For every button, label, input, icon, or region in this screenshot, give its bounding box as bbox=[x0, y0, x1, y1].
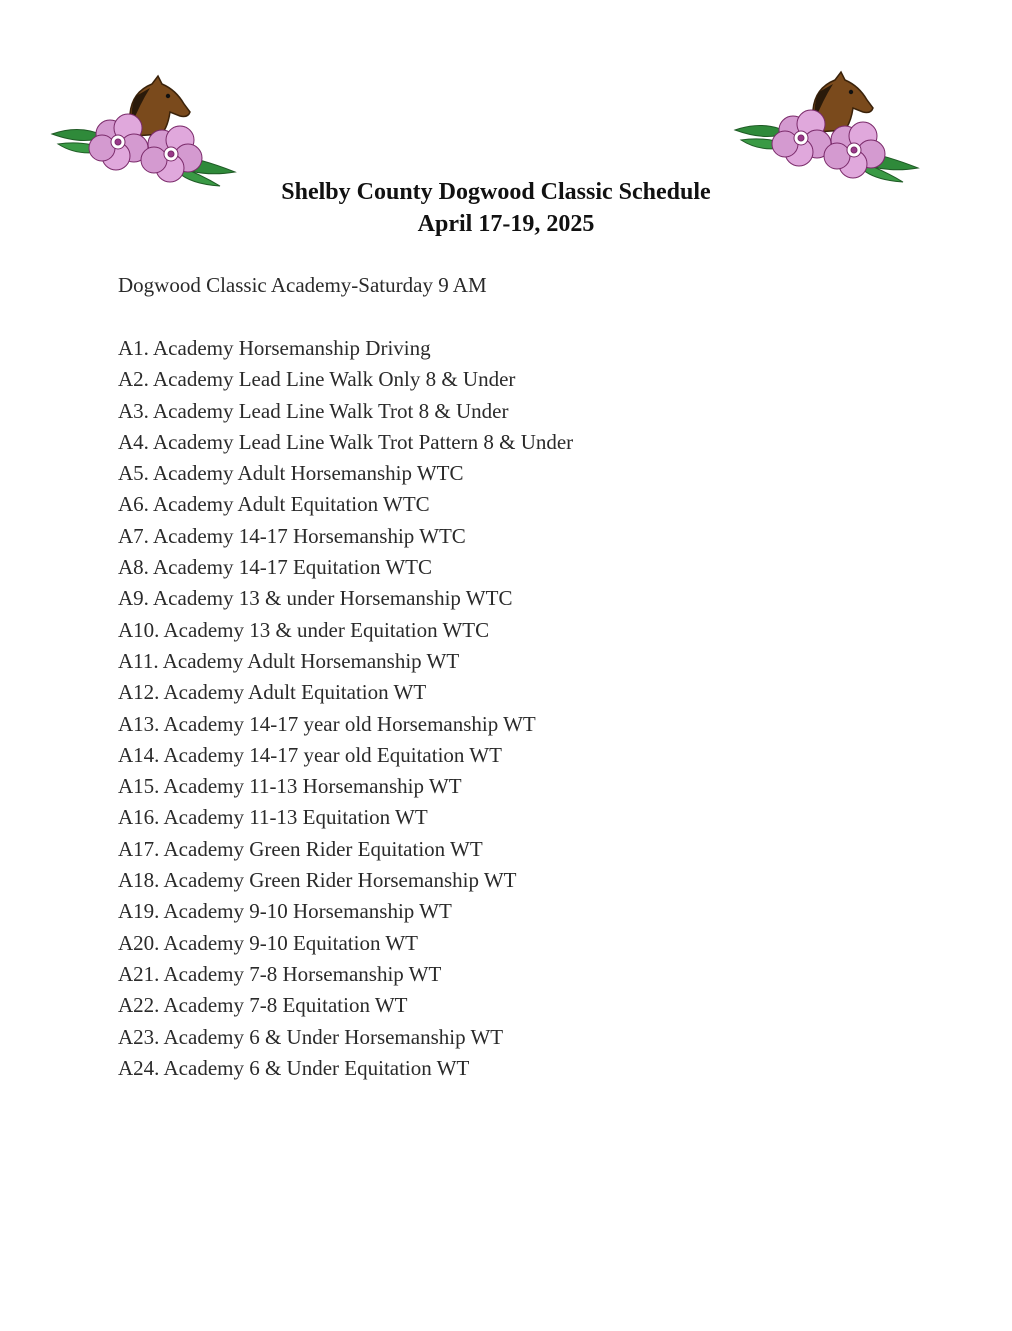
class-item: A7. Academy 14-17 Horsemanship WTC bbox=[118, 523, 466, 548]
class-item: A10. Academy 13 & under Equitation WTC bbox=[118, 617, 490, 642]
class-item: A22. Academy 7-8 Equitation WT bbox=[118, 993, 408, 1018]
class-list bbox=[118, 333, 573, 1084]
class-item: A8. Academy 14-17 Equitation WTC bbox=[118, 555, 432, 580]
class-item: A3. Academy Lead Line Walk Trot 8 & Under bbox=[118, 398, 509, 423]
document-dates: April 17-19, 2025 bbox=[417, 211, 595, 237]
class-item: A14. Academy 14-17 year old Equitation WT bbox=[118, 742, 502, 767]
class-item: A21. Academy 7-8 Horsemanship WT bbox=[118, 961, 442, 986]
class-item: A20. Academy 9-10 Equitation WT bbox=[118, 930, 418, 955]
horse-flower-logo-icon bbox=[733, 70, 923, 190]
class-item: A5. Academy Adult Horsemanship WTC bbox=[118, 461, 464, 486]
class-item: A6. Academy Adult Equitation WTC bbox=[118, 492, 430, 517]
class-item: A17. Academy Green Rider Equitation WT bbox=[118, 836, 483, 861]
class-item: A2. Academy Lead Line Walk Only 8 & Under bbox=[118, 367, 516, 392]
class-item: A18. Academy Green Rider Horsemanship WT bbox=[118, 868, 517, 893]
document-header bbox=[0, 176, 1012, 240]
class-item: A9. Academy 13 & under Horsemanship WTC bbox=[118, 586, 513, 611]
class-item: A11. Academy Adult Horsemanship WT bbox=[118, 648, 460, 673]
class-item: A13. Academy 14-17 year old Horsemanship WT bbox=[118, 711, 536, 736]
class-item: A1. Academy Horsemanship Driving bbox=[118, 336, 431, 360]
class-item: A16. Academy 11-13 Equitation WT bbox=[118, 805, 428, 830]
class-item: A24. Academy 6 & Under Equitation WT bbox=[118, 1055, 470, 1080]
document-title: Shelby County Dogwood Classic Schedule bbox=[281, 179, 711, 205]
class-item: A12. Academy Adult Equitation WT bbox=[118, 680, 427, 705]
class-item: A4. Academy Lead Line Walk Trot Pattern 8 & Under bbox=[118, 429, 574, 454]
session-heading: Dogwood Classic Academy-Saturday 9 AM bbox=[118, 273, 487, 297]
class-item: A19. Academy 9-10 Horsemanship WT bbox=[118, 899, 452, 924]
class-item: A15. Academy 11-13 Horsemanship WT bbox=[118, 774, 462, 799]
class-item: A23. Academy 6 & Under Horsemanship WT bbox=[118, 1024, 504, 1049]
